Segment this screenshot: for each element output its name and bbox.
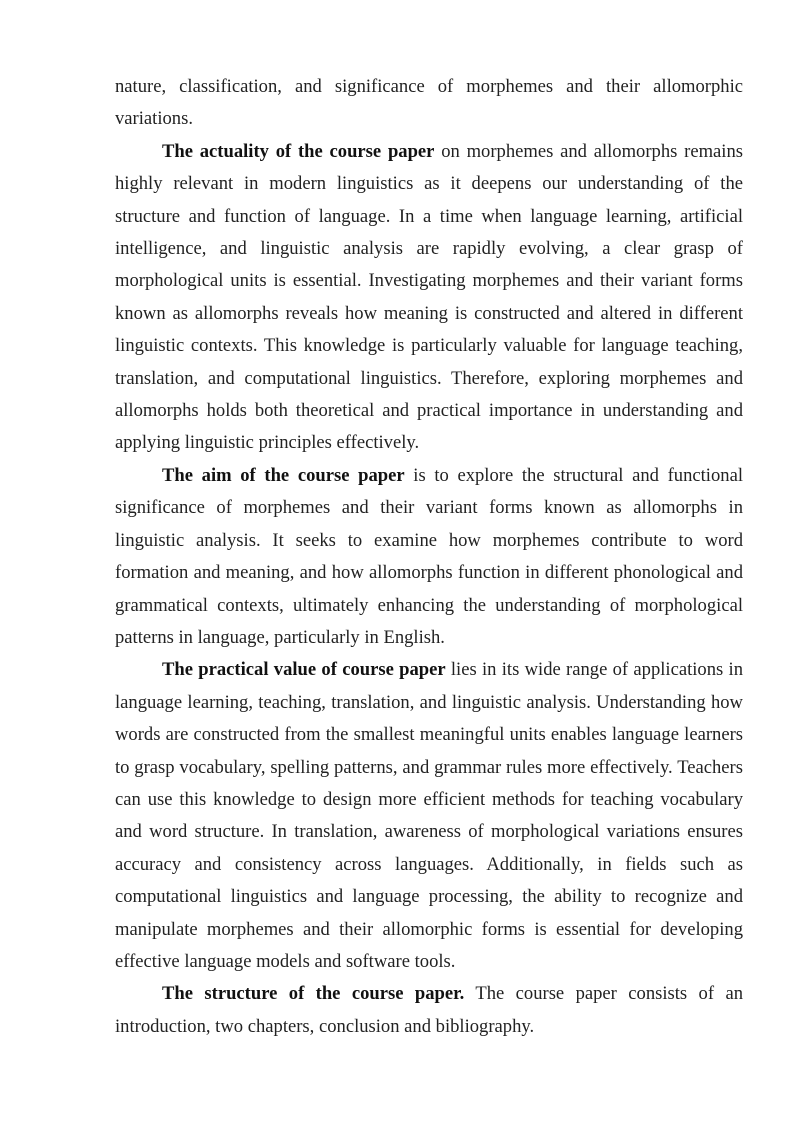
practical-value-heading: The practical value of course paper — [162, 659, 446, 681]
actuality-heading: The actuality of the course paper — [162, 140, 435, 162]
structure-heading: The structure of the course paper. — [162, 983, 465, 1005]
actuality-text: on morphemes and allomorphs remains highly relevant in modern linguistics as it deepens our understanding of the structure and function of language. In a time when language learning, artificial intelligence, and linguistic analysis are rapidly evolving, a clear grasp of morphological units is essential. Investigating morphemes and their variant forms known as allomorphs reveals how meaning is constructed and altered in different linguistic contexts. This knowledge is particularly valuable for language teaching, translation, and computational linguistics. Therefore, exploring morphemes and allomorphs holds both theoretical and practical importance in understanding and applying linguistic principles effectively. — [115, 140, 743, 454]
intro-continuation-paragraph: nature, classification, and significance of morphemes and their allomorphic variations. — [115, 76, 743, 130]
practical-value-text: lies in its wide range of applications in language learning, teaching, translation, and linguistic analysis. Understanding how words are constructed from the smallest meaningful units enables language learners to grasp vocabulary, spelling patterns, and grammar rules more effectively. Teachers can use this knowledge to design more efficient methods for teaching vocabulary and word structure. In translation, awareness of morphological variations ensures accuracy and consistency across languages. Additionally, in fields such as computational linguistics and language processing, the ability to recognize and manipulate morphemes and their allomorphic forms is essential for developing effective language models and software tools. — [115, 659, 743, 972]
practical-value-paragraph — [115, 654, 743, 978]
aim-heading: The aim of the course paper — [162, 464, 405, 486]
structure-text: The course paper consists of an introduction, two chapters, conclusion and bibliography. — [115, 983, 743, 1037]
structure-paragraph — [115, 978, 743, 1043]
aim-paragraph — [115, 460, 743, 654]
aim-text: is to explore the structural and functional significance of morphemes and their variant forms known as allomorphs in linguistic analysis. It seeks to examine how morphemes contribute to word formation and meaning, and how allomorphs function in different phonological and grammatical contexts, ultimately enhancing the understanding of morphological patterns in language, particularly in English. — [115, 464, 743, 648]
document-body — [115, 71, 743, 1043]
actuality-paragraph — [115, 136, 743, 460]
